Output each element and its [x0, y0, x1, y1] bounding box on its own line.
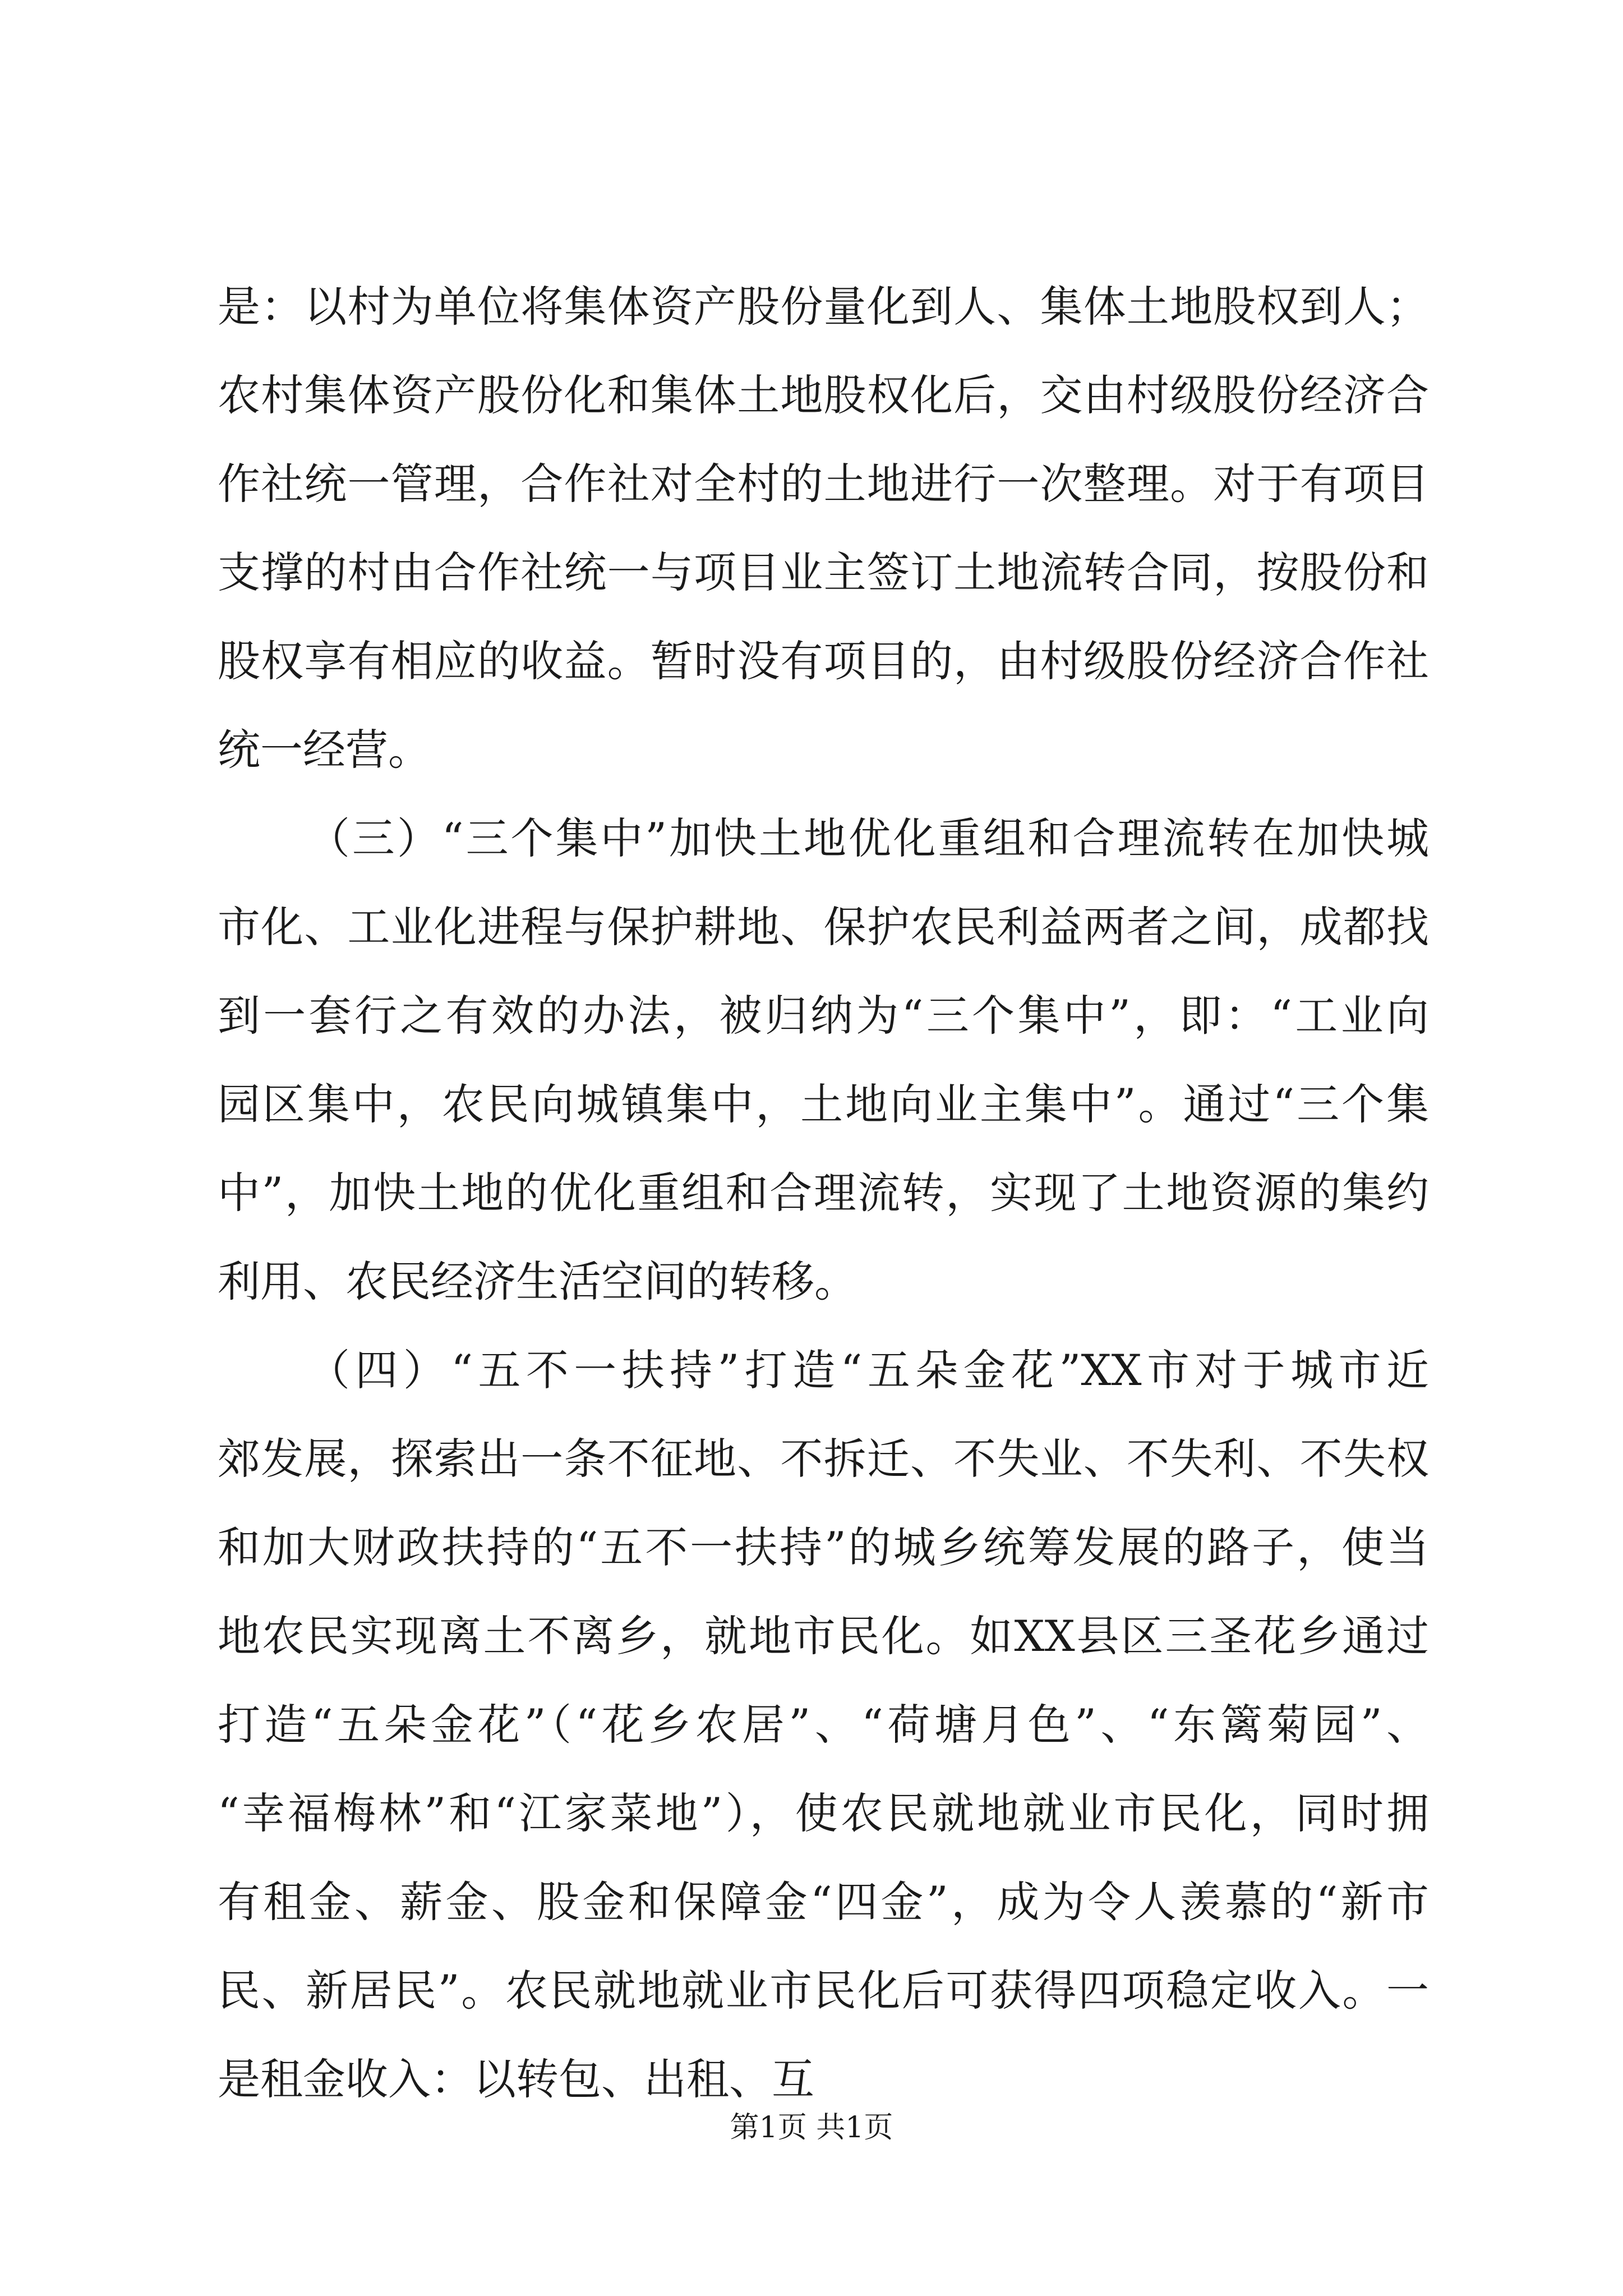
text-line: 中”，加快土地的优化重组和合理流转，实现了土地资源的集约 — [218, 1168, 1429, 1218]
text-line: 支撑的村由合作社统一与项目业主签订土地流转合同，按股份和 — [218, 547, 1429, 597]
text-line: 作社统一管理，合作社对全村的土地进行一次整理。对于有项目 — [218, 459, 1429, 509]
text-line: 园区集中，农民向城镇集中，土地向业主集中”。通过“三个集 — [218, 1079, 1429, 1129]
text-line: 利用、农民经济生活空间的转移。 — [218, 1257, 857, 1306]
text-line: 统一经营。 — [218, 725, 431, 775]
text-line: 郊发展，探索出一条不征地、不拆迁、不失业、不失利、不失权 — [218, 1434, 1429, 1484]
text-line: 市化、工业化进程与保护耕地、保护农民利益两者之间，成都找 — [218, 902, 1429, 952]
text-line: “幸福梅林”和“江家菜地”），使农民就地就业市民化，同时拥 — [218, 1788, 1429, 1838]
page-footer — [0, 2108, 1623, 2147]
text-line: 到一套行之有效的办法，被归纳为“三个集中”，即：“工业向 — [218, 991, 1429, 1041]
text-line: （四）“五不一扶持”打造“五朵金花”XX市对于城市近 — [307, 1345, 1429, 1395]
text-line: （三）“三个集中”加快土地优化重组和合理流转在加快城 — [307, 813, 1429, 863]
text-line: 地农民实现离土不离乡，就地市民化。如XX县区三圣花乡通过 — [218, 1611, 1429, 1661]
text-line: 和加大财政扶持的“五不一扶持”的城乡统筹发展的路子，使当 — [218, 1522, 1429, 1572]
document-body — [218, 263, 1429, 2124]
text-line: 民、新居民”。农民就地就业市民化后可获得四项稳定收入。一 — [218, 1966, 1429, 2016]
text-line: 股权享有相应的收益。暂时没有项目的，由村级股份经济合作社 — [218, 636, 1429, 686]
text-line: 有租金、薪金、股金和保障金“四金”，成为令人羡慕的“新市 — [218, 1877, 1429, 1927]
page-number-label: 第1页 共1页 — [730, 2111, 893, 2145]
text-line: 是租金收入：以转包、出租、互 — [218, 2054, 814, 2104]
text-line: 打造“五朵金花”（“花乡农居”、“荷塘月色”、“东篱菊园”、 — [218, 1700, 1429, 1750]
text-line: 是：以村为单位将集体资产股份量化到人、集体土地股权到人； — [218, 282, 1429, 332]
text-line: 农村集体资产股份化和集体土地股权化后，交由村级股份经济合 — [218, 370, 1429, 420]
